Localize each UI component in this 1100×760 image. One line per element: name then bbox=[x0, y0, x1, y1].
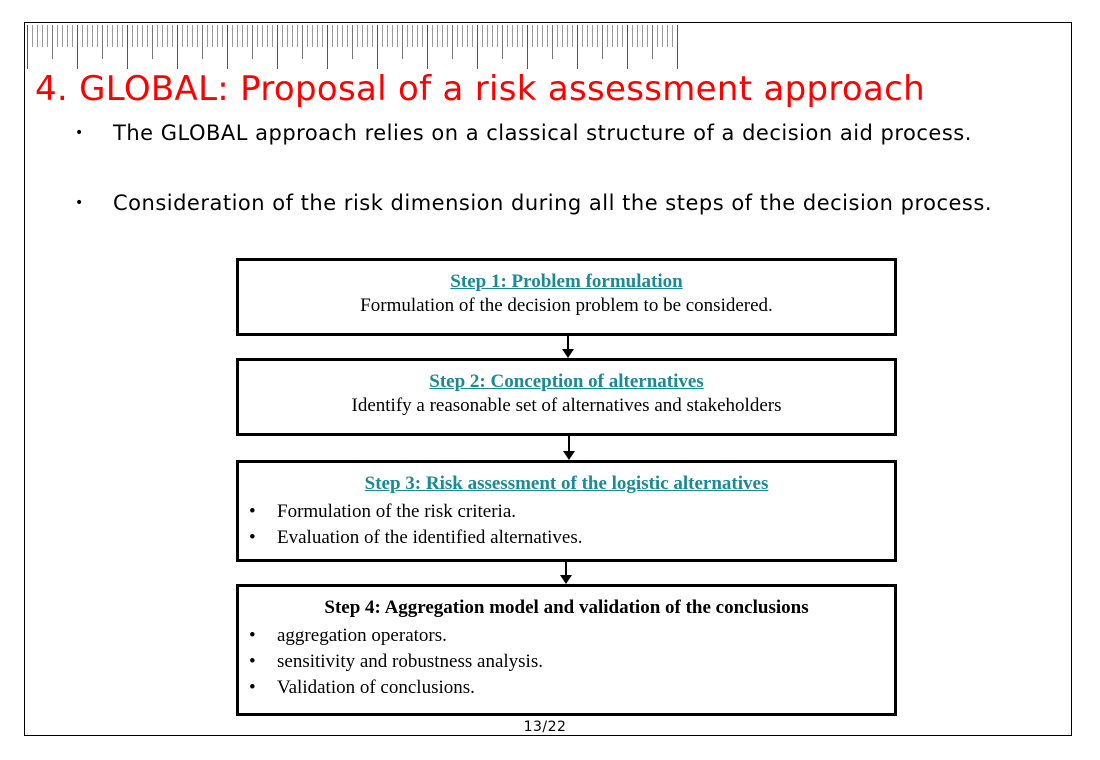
down-arrow-icon bbox=[562, 336, 574, 358]
page-number: 13/22 bbox=[523, 719, 567, 735]
down-arrow-icon bbox=[563, 436, 575, 460]
down-arrow-icon bbox=[560, 562, 572, 584]
list-item-text: Formulation of the risk criteria. bbox=[277, 501, 517, 522]
bullet-point bbox=[75, 119, 1063, 147]
step-1-box bbox=[236, 258, 897, 336]
step-1-title-link[interactable]: Step 1: Problem formulation bbox=[450, 271, 683, 292]
list-item bbox=[239, 625, 894, 647]
slide-frame bbox=[24, 22, 1072, 736]
bullet-icon: • bbox=[249, 501, 256, 522]
bullet-icon: • bbox=[249, 651, 256, 672]
list-item bbox=[239, 527, 894, 549]
step-4-list bbox=[239, 625, 894, 699]
step-4-box bbox=[236, 584, 897, 716]
bullet-icon: • bbox=[249, 677, 256, 698]
step-3-list bbox=[239, 501, 894, 549]
list-item bbox=[239, 651, 894, 673]
bullet-icon: • bbox=[249, 625, 256, 646]
step-3-title-link[interactable]: Step 3: Risk assessment of the logistic alternatives bbox=[364, 473, 769, 494]
list-item-text: sensitivity and robustness analysis. bbox=[277, 651, 543, 672]
slide-title: 4. GLOBAL: Proposal of a risk assessment approach bbox=[35, 69, 926, 109]
bullet-text: The GLOBAL approach relies on a classical structure of a decision aid process. bbox=[113, 121, 972, 145]
list-item-text: Evaluation of the identified alternatives. bbox=[277, 527, 583, 548]
list-item bbox=[239, 677, 894, 699]
step-3-box bbox=[236, 460, 897, 562]
bullet-icon: • bbox=[75, 195, 84, 211]
bullet-icon: • bbox=[249, 527, 256, 548]
step-1-description: Formulation of the decision problem to be considered. bbox=[360, 295, 773, 316]
bullet-icon: • bbox=[75, 125, 84, 141]
list-item bbox=[239, 501, 894, 523]
step-2-box bbox=[236, 358, 897, 436]
ruler-decoration bbox=[27, 25, 681, 69]
list-item-text: aggregation operators. bbox=[277, 625, 447, 646]
step-4-title: Step 4: Aggregation model and validation of the conclusions bbox=[324, 597, 809, 618]
bullet-point bbox=[75, 189, 1063, 217]
bullet-text: Consideration of the risk dimension during all the steps of the decision process. bbox=[113, 191, 992, 215]
step-2-title-link[interactable]: Step 2: Conception of alternatives bbox=[429, 371, 704, 392]
step-2-description: Identify a reasonable set of alternatives and stakeholders bbox=[351, 395, 782, 416]
list-item-text: Validation of conclusions. bbox=[277, 677, 475, 698]
